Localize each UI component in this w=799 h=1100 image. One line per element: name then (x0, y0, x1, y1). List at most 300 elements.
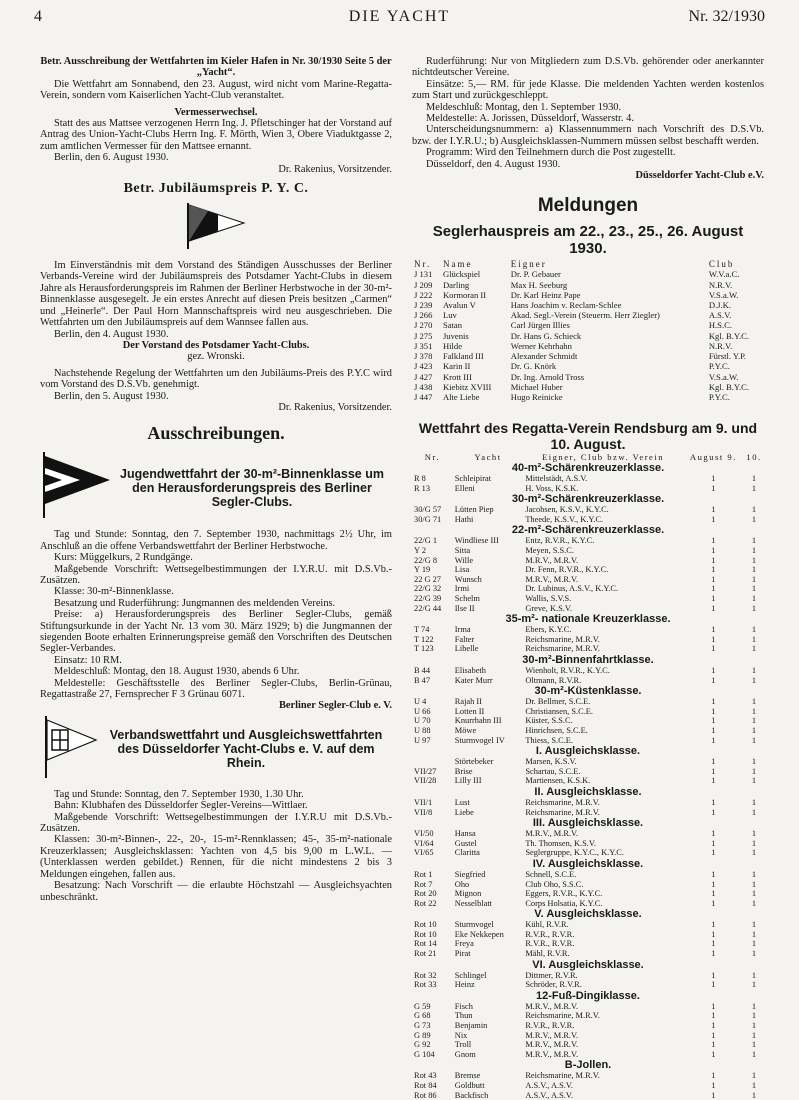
rend-cell: 1 (711, 898, 716, 908)
rend-cell: Christiansen, S.C.E. (525, 706, 594, 716)
rend-cell: A.S.V., A.S.V. (525, 1081, 573, 1091)
class-heading-row (412, 745, 764, 757)
rend-cell: Ebers, K.Y.C. (525, 625, 572, 635)
rend-cell: 1 (711, 970, 716, 980)
rend-cell: 1 (751, 920, 757, 930)
table-row (412, 536, 764, 546)
segler-cell: Kgl. B.Y.C. (708, 381, 750, 392)
rend-cell: 1 (751, 898, 757, 908)
class-heading: 30-m²-Küstenklasse. (534, 685, 642, 698)
rend-cell: 1 (751, 634, 757, 644)
rend-cell: Pirat (454, 949, 471, 959)
rend-cell: 1 (711, 838, 716, 848)
rend-cell: 1 (711, 716, 716, 726)
rend-cell: 1 (711, 757, 716, 767)
segler-cell: J 378 (414, 351, 433, 362)
rend-cell: Irma (454, 625, 471, 635)
dyc-paragraph: Programm: Wird den Teilnehmern durch die Post zugestellt. (426, 147, 676, 159)
rend-cell: 1 (751, 869, 757, 879)
segler-cell: Darling (442, 279, 470, 290)
rend-cell: U 97 (414, 735, 431, 745)
rend-cell: 1 (751, 706, 757, 716)
table-row (412, 971, 764, 981)
segler-cell: J 222 (414, 289, 433, 300)
segler-cell: Krott III (442, 371, 472, 382)
class-heading-row (412, 524, 764, 536)
rend-cell: Rot 1 (414, 869, 433, 879)
rend-cell: Rot 32 (414, 970, 437, 980)
segler-cell: P.Y.C. (708, 361, 730, 372)
rend-cell: 22/G 39 (414, 594, 442, 604)
rend-cell: 1 (711, 1011, 716, 1021)
class-heading-row (412, 908, 764, 920)
rend-cell: Dr. Bellmer, S.C.E. (525, 697, 591, 707)
rend-cell: 1 (711, 879, 716, 889)
rend-cell: R 13 (414, 483, 431, 493)
rend-cell: R.V.R., R.V.R. (525, 1021, 575, 1031)
rend-cell: Brise (454, 766, 473, 776)
rend-cell: 22/G 32 (414, 584, 442, 594)
rend-cell: Lotten II (454, 706, 485, 716)
rend-cell: 1 (751, 1021, 757, 1031)
dyc-sign: Düsseldorfer Yacht-Club e.V. (635, 170, 764, 182)
table-row (412, 1091, 764, 1100)
class-heading-row (412, 990, 764, 1002)
table-row (412, 676, 764, 686)
magazine-title: DIE YACHT (348, 8, 451, 25)
segler-cell: J 275 (414, 330, 433, 341)
table-row (412, 870, 764, 880)
rend-cell: 1 (711, 1021, 716, 1031)
rend-cell: G 92 (414, 1040, 431, 1050)
rend-cell (412, 757, 453, 767)
kiel-text: Die Wettfahrt am Sonnabend, den 23. August, wird nicht vom Marine-Regatta-Verein, sondern vom Kaiserlichen Yacht-Club veranstaltet. (40, 78, 392, 102)
segler-cell: Dr. Hans G. Schieck (510, 330, 582, 341)
rend-cell: Oho (454, 879, 470, 889)
rend-cell: 1 (711, 574, 716, 584)
rend-cell: 1 (711, 807, 716, 817)
segler-cell: Falkland III (442, 351, 484, 362)
segler-cell: J 447 (414, 391, 433, 402)
jugend-paragraph: Meldeschluß: Montag, den 18. August 1930, abends 6 Uhr. (54, 666, 300, 678)
table-row (412, 361, 764, 371)
rend-cell: 1 (711, 1049, 716, 1059)
rend-cell: Rajah II (454, 697, 482, 707)
rend-cell: M.R.V., M.R.V. (525, 1001, 579, 1011)
rend-cell: 1 (711, 603, 716, 613)
rend-cell: Eke Nekkepen (454, 929, 504, 939)
rend-cell: 1 (711, 565, 716, 575)
dyc-paragraph: Einsätze: 5,— RM. für jede Klasse. Die meldenden Yachten werden kostenlos zum Start und zurückgeschleppt. (412, 78, 764, 102)
rend-cell: Reichsmarine, M.R.V. (525, 1071, 600, 1081)
segler-cell: Dr. G. Knörk (510, 361, 557, 372)
ausschreibungen-title: Ausschreibungen. (147, 423, 285, 444)
rend-cell: G 89 (414, 1030, 431, 1040)
rend-cell: 1 (711, 889, 716, 899)
rend-cell: 1 (751, 716, 757, 726)
table-row (412, 484, 764, 494)
class-heading: III. Ausgleichsklasse. (532, 817, 644, 830)
segler-cell: Kgl. B.Y.C. (708, 330, 750, 341)
rend-cell: 1 (751, 929, 757, 939)
rend-cell: Lisa (454, 565, 470, 575)
rend-cell: Meyen, S.S.C. (525, 546, 574, 556)
rend-cell: 1 (751, 603, 757, 613)
rend-cell: Libelle (454, 644, 479, 654)
table-row (412, 331, 764, 341)
rend-cell: 1 (751, 625, 757, 635)
segler-header-cell: Nr. (414, 259, 432, 270)
segler-cell: Hans Joachim v. Reclam-Schlee (510, 300, 622, 311)
table-row (412, 474, 764, 484)
rend-cell: Elleni (454, 483, 475, 493)
table-row (412, 515, 764, 525)
rend-cell: 1 (711, 666, 716, 676)
table-row (412, 980, 764, 990)
rend-cell: Wille (454, 555, 474, 565)
table-row (412, 625, 764, 635)
class-heading: B-Jollen. (564, 1059, 612, 1072)
rend-table (412, 452, 764, 1100)
vermesser-date: Berlin, den 6. August 1930. (54, 152, 169, 164)
rend-cell: 1 (751, 644, 757, 654)
class-heading-row (412, 858, 764, 870)
verband-paragraphs (40, 789, 392, 903)
table-row (412, 798, 764, 808)
table-row (412, 565, 764, 575)
rend-cell: Entz, R.V.R., K.Y.C. (525, 536, 595, 546)
rend-cell: 1 (751, 939, 757, 949)
class-heading: 30-m²-Binnenfahrtklasse. (522, 654, 654, 667)
rend-cell: Rot 22 (414, 898, 437, 908)
class-heading-row (412, 1059, 764, 1071)
rend-cell: U 70 (414, 716, 431, 726)
rend-cell: Kater Murr (454, 675, 493, 685)
rend-cell: Dittmer, R.V.R. (525, 970, 578, 980)
segler-cell: P.Y.C. (708, 391, 730, 402)
rend-cell: 1 (751, 776, 757, 786)
rend-cell: 1 (751, 970, 757, 980)
table-row (412, 848, 764, 858)
jugend-title: Jugendwettfahrt der 30-m²-Binnenklasse um den Herausforderungspreis des Berliner Segler-Clubs. (120, 466, 384, 509)
segler-cell: Satan (442, 320, 463, 331)
jugend-paragraph: Besatzung und Ruderführung: Jungmannen des meldenden Vereins. (54, 597, 336, 609)
table-row (412, 949, 764, 959)
rend-cell: Wienholt, R.V.R., K.Y.C. (525, 666, 610, 676)
segler-cell: Dr. P. Gebauer (510, 269, 561, 280)
class-heading-row (412, 959, 764, 971)
table-row (412, 1050, 764, 1060)
rend-cell: 1 (751, 555, 757, 565)
rend-cell: Rot 86 (414, 1090, 437, 1100)
segler-cell: A.S.V. (708, 310, 732, 321)
jubi-sign2: gez. Wronski. (187, 351, 245, 363)
rend-cell: 1 (751, 757, 757, 767)
segler-cell: Glückspiel (442, 269, 481, 280)
rend-cell: 1 (751, 594, 757, 604)
jugend-paragraph: Maßgebende Vorschrift: Wettsegelbestimmungen der I.Y.R.U. mit D.S.Vb.-Zusätzen. (40, 563, 392, 586)
rend-cell: Rot 20 (414, 889, 437, 899)
rend-cell: 1 (711, 848, 716, 858)
rend-cell: 1 (751, 505, 757, 515)
rend-cell: Reichsmarine, M.R.V. (525, 797, 600, 807)
rend-cell: Dr. Lubinus, A.S.V., K.Y.C. (525, 584, 619, 594)
segler-cell: H.S.C. (708, 320, 732, 331)
right-paragraphs (412, 56, 764, 170)
rend-cell: 1 (751, 889, 757, 899)
class-heading: 22-m²-Schärenkreuzerklasse. (511, 524, 665, 537)
rend-cell: M.R.V., M.R.V. (525, 1049, 579, 1059)
segler-header-cell: Eigner (510, 259, 547, 270)
rend-cell: 1 (711, 625, 716, 635)
table-row (412, 767, 764, 777)
rend-cell: 22 G 27 (414, 574, 441, 584)
table-row (412, 300, 764, 310)
table-row (412, 666, 764, 676)
vermesser-title: Vermesserwechsel. (174, 106, 258, 118)
rend-cell: Sitta (454, 546, 471, 556)
rend-cell: Lust (454, 797, 470, 807)
rend-cell: 1 (751, 1011, 757, 1021)
table-row (412, 736, 764, 746)
rend-cell: Hathi (454, 514, 474, 524)
rend-cell: Kühl, R.V.R. (525, 920, 569, 930)
rend-cell: 1 (711, 1081, 716, 1091)
rend-cell: Ilse II (454, 603, 475, 613)
rend-cell: 30/G 71 (414, 514, 442, 524)
rend-cell: 1 (711, 939, 716, 949)
meldungen-title: Meldungen (537, 195, 639, 217)
rend-cell: 1 (751, 848, 757, 858)
rend-cell: T 74 (414, 625, 430, 635)
rend-header-cell: August 9. (689, 452, 737, 463)
rend-cell: 1 (711, 536, 716, 546)
rend-cell: 1 (751, 725, 757, 735)
dyc-paragraph: Meldestelle: A. Jorissen, Düsseldorf, Wasserstr. 4. (426, 113, 634, 125)
table-row (412, 1071, 764, 1081)
segler-cell: Alte Liebe (442, 391, 480, 402)
segler-cell: W.V.a.C. (708, 269, 740, 280)
table-row (412, 829, 764, 839)
rend-cell: Liebe (454, 807, 474, 817)
rend-cell: 1 (751, 574, 757, 584)
table-row (412, 382, 764, 392)
rend-cell: M.R.V., M.R.V. (525, 1030, 579, 1040)
table-row (412, 604, 764, 614)
segler-cell: Akad. Segl.-Verein (Steuerm. Herr Ziegler) (510, 310, 660, 321)
table-row (412, 392, 764, 402)
table-row (412, 341, 764, 351)
rend-cell: Troll (454, 1040, 472, 1050)
rend-cell: H. Voss, K.S.K. (525, 483, 579, 493)
table-row (412, 1021, 764, 1031)
segler-cell: Dr. Ing. Arnold Tross (510, 371, 585, 382)
table-row (412, 505, 764, 515)
rend-cell: Reichsmarine, M.R.V. (525, 644, 600, 654)
rend-cell: Martiensen, K.S.K. (525, 776, 591, 786)
rend-cell: Elisabeth (454, 666, 486, 676)
rend-cell: Th. Thomsen, K.S.V. (525, 838, 596, 848)
verband-paragraph: Tag und Stunde: Sonntag, den 7. September 1930, 1.30 Uhr. (54, 788, 304, 800)
rend-cell: Mittelstädt, A.S.V. (525, 474, 588, 484)
rend-cell: 1 (711, 697, 716, 707)
segler-cell: J 270 (414, 320, 433, 331)
table-row (412, 351, 764, 361)
rend-header-cell: Yacht (474, 452, 502, 463)
segler-cell: Avalun V (442, 300, 476, 311)
rend-cell: 1 (751, 1071, 757, 1081)
class-heading: 40-m²-Schärenkreuzerklasse. (511, 462, 665, 475)
segler-cell: J 438 (414, 381, 433, 392)
table-row (412, 880, 764, 890)
jugend-block (40, 450, 392, 525)
segler-cell: Fürstl. Y.P. (708, 351, 747, 362)
jugend-paragraph: Meldestelle: Geschäftsstelle des Berliner Segler-Clubs, Berlin-Grünau, Regattastraße 27, Fernsprecher F 3 Grünau 6071. (40, 677, 392, 701)
rend-cell: 1 (751, 675, 757, 685)
rend-cell: Nesselblatt (454, 898, 492, 908)
rend-cell: 1 (751, 1040, 757, 1050)
rend-cell: 1 (711, 797, 716, 807)
rend-cell: 1 (751, 807, 757, 817)
segler-cell: Kormoran II (442, 289, 487, 300)
rend-cell: 1 (711, 735, 716, 745)
rend-cell: Corps Holsatia, K.Y.C. (525, 898, 603, 908)
class-heading-row (412, 613, 764, 625)
rend-cell: Benjamin (454, 1021, 488, 1031)
rend-cell: Rot 21 (414, 949, 437, 959)
jubi-title: Betr. Jubiläumspreis P. Y. C. (123, 181, 309, 197)
rend-cell: 1 (751, 829, 757, 839)
segler-cell: J 423 (414, 361, 433, 372)
table-row (412, 716, 764, 726)
table-row (412, 635, 764, 645)
rend-cell: Rot 7 (414, 879, 433, 889)
class-heading-row (412, 493, 764, 505)
rend-cell: U 4 (414, 697, 427, 707)
rend-cell: Schartau, S.C.E. (525, 766, 581, 776)
rend-cell: G 59 (414, 1001, 431, 1011)
table-row (412, 776, 764, 786)
rend-cell: 1 (751, 514, 757, 524)
table-row (412, 594, 764, 604)
page-number: 4 (34, 8, 42, 25)
rend-cell: 1 (751, 1030, 757, 1040)
verband-paragraph: Besatzung: Nach Vorschrift — die erlaubte Höchstzahl — Ausgleichsyachten unbeschränkt. (40, 880, 392, 903)
rend-title: Wettfahrt des Regatta-Verein Rendsburg am 9. und 10. August. (418, 420, 758, 453)
rend-cell: VII/1 (414, 797, 433, 807)
rend-cell: Eggers, R.V.R., K.Y.C. (525, 889, 603, 899)
rend-cell: Theede, K.S.V., K.Y.C. (525, 514, 604, 524)
segler-cell: Michael Huber (510, 381, 563, 392)
class-heading: VI. Ausgleichsklasse. (532, 958, 644, 971)
rend-cell: VII/27 (414, 766, 437, 776)
rend-cell: Rot 33 (414, 980, 437, 990)
table-row (412, 920, 764, 930)
rend-cell: U 88 (414, 725, 431, 735)
rend-cell: 1 (711, 725, 716, 735)
rend-cell: Schleipirat (454, 474, 492, 484)
rend-cell: 1 (711, 555, 716, 565)
jugend-paragraph: Kurs: Müggelkurs, 2 Rundgänge. (54, 552, 193, 564)
rend-cell: U 66 (414, 706, 431, 716)
rend-cell: Sturmvogel (454, 920, 494, 930)
rend-cell: VII/8 (414, 807, 433, 817)
rend-cell: 1 (711, 949, 716, 959)
dyc-paragraph: Unterscheidungsnummern: a) Klassennummern nach Vorschrift des D.S.Vb. bzw. der I.Y.R.U.; b) Ausgleichsklassen-Nummern müssen selbst beschafft werden. (412, 124, 764, 147)
rend-cell: 1 (711, 1030, 716, 1040)
rend-cell: Freya (454, 939, 474, 949)
rend-cell: Gustel (454, 838, 477, 848)
segler-cell: Kiebitz XVIII (442, 381, 492, 392)
dyc-paragraph: Düsseldorf, den 4. August 1930. (426, 158, 561, 170)
rend-cell: VII/28 (414, 776, 437, 786)
rend-cell: 22/G 1 (414, 536, 438, 546)
rend-cell: Nix (454, 1030, 468, 1040)
table-row (412, 930, 764, 940)
rend-cell: Knurrhahn III (454, 716, 502, 726)
left-column (40, 56, 392, 1076)
rend-cell: 1 (751, 766, 757, 776)
rend-cell: Falter (454, 634, 475, 644)
rend-cell: Jacobsen, K.S.V., K.Y.C. (525, 505, 609, 515)
class-heading-row (412, 786, 764, 798)
rend-cell: 22/G 44 (414, 603, 442, 613)
rend-cell: Rot 84 (414, 1081, 437, 1091)
rend-cell: 1 (711, 474, 716, 484)
jugend-paragraph: Einsatz: 10 RM. (54, 654, 122, 666)
rend-cell: 1 (711, 483, 716, 493)
table-row (412, 839, 764, 849)
rend-cell: Thun (454, 1011, 473, 1021)
table-row (412, 546, 764, 556)
rend-cell: Lütten Piep (454, 505, 494, 515)
rend-cell: 1 (751, 1081, 757, 1091)
table-row (412, 726, 764, 736)
rend-cell: B 47 (414, 675, 431, 685)
rend-cell: 1 (711, 1001, 716, 1011)
table-row (412, 757, 764, 767)
table-row (412, 575, 764, 585)
rend-cell: 1 (711, 514, 716, 524)
rend-cell: Schnell, S.C.E. (525, 869, 577, 879)
rend-cell: Lilly III (454, 776, 482, 786)
rend-cell: 1 (711, 929, 716, 939)
rend-cell: 1 (751, 949, 757, 959)
table-row (412, 697, 764, 707)
jubi-date2: Berlin, den 5. August 1930. (54, 390, 169, 402)
rend-cell: Y 2 (414, 546, 427, 556)
segler-header-cell: Club (708, 259, 735, 270)
rend-cell: 1 (751, 797, 757, 807)
segler-cell: J 239 (414, 300, 433, 311)
rend-cell: 1 (711, 766, 716, 776)
segler-cell: Hilde (442, 340, 463, 351)
rend-cell: 1 (751, 1049, 757, 1059)
rend-cell: Dr. Fenn, R.V.R., K.Y.C. (525, 565, 609, 575)
rend-cell: 1 (751, 980, 757, 990)
table-row (412, 808, 764, 818)
rend-cell: 1 (711, 920, 716, 930)
rend-cell: Möwe (454, 725, 477, 735)
class-heading: 35-m²- nationale Kreuzerklasse. (505, 613, 671, 626)
rend-cell: 1 (751, 474, 757, 484)
rend-cell: Rot 14 (414, 939, 437, 949)
class-heading-row (412, 462, 764, 474)
verband-paragraph: Bahn: Klubhafen des Düsseldorfer Segler-Vereins—Wittlaer. (54, 800, 308, 812)
jugend-paragraph: Klasse: 30-m²-Binnenklasse. (54, 586, 174, 598)
rend-cell: 30/G 57 (414, 505, 442, 515)
rend-cell: 1 (751, 1090, 757, 1100)
